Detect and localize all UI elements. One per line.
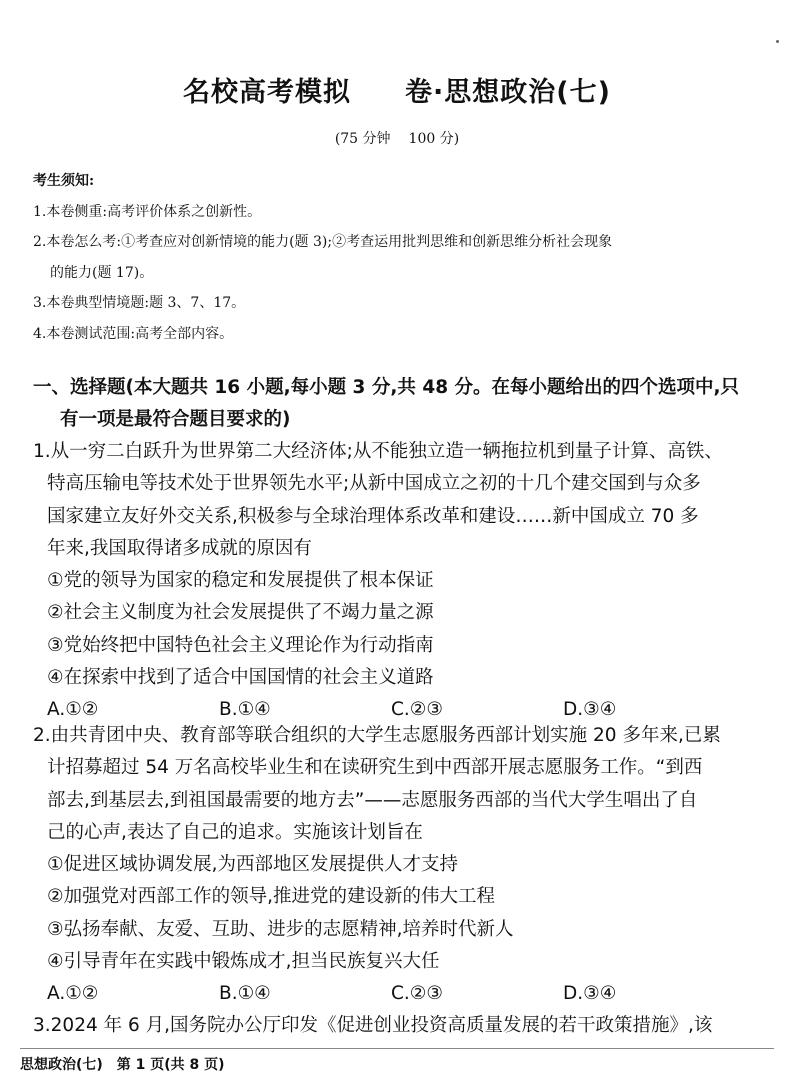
section-heading: [33, 372, 773, 436]
question-stem-line: 特高压输电等技术处于世界领先水平;从新中国成立之初的十几个建交国到与众多: [47, 473, 701, 495]
notice-item: 4.本卷测试范围:高考全部内容。: [33, 325, 234, 342]
exam-subtitle: [0, 128, 794, 148]
notice-item: 1.本卷侧重:高考评价体系之创新性。: [33, 203, 262, 220]
statement-option: ②社会主义制度为社会发展提供了不竭力量之源: [47, 602, 434, 624]
time-limit: (75 分钟: [334, 131, 391, 147]
question-stem-line: 计招募超过 54 万名高校毕业生和在读研究生到中西部开展志愿服务工作。“到西: [47, 757, 703, 779]
title-left: 名校高考模拟: [183, 77, 352, 108]
scan-speck: [776, 40, 779, 43]
exam-title: [0, 70, 794, 109]
answer-choices: [33, 978, 768, 1010]
section-line: 一、选择题(本大题共 16 小题,每小题 3 分,共 48 分。在每小题给出的四个选项中,只: [33, 377, 740, 398]
question-2: [33, 720, 768, 1011]
statement-option: ④在探索中找到了适合中国国情的社会主义道路: [47, 667, 434, 689]
title-right: 卷·思想政治(七): [405, 77, 611, 108]
notice-item-continued: 的能力(题 17)。: [50, 264, 154, 281]
choice-a: A.①②: [47, 699, 99, 721]
footer-rule: [20, 1048, 774, 1049]
statement-option: ①党的领导为国家的稳定和发展提供了根本保证: [47, 570, 434, 592]
question-1: [33, 436, 768, 727]
statement-option: ③党始终把中国特色社会主义理论作为行动指南: [47, 634, 434, 656]
choice-a: A.①②: [47, 983, 99, 1005]
candidate-notice: [33, 166, 773, 349]
choice-c: C.②③: [391, 983, 443, 1005]
statement-option: ④引导青年在实践中锻炼成才,担当民族复兴大任: [47, 951, 440, 973]
question-stem-line: 国家建立友好外交关系,积极参与全球治理体系改革和建设……新中国成立 70 多: [47, 505, 699, 527]
statement-option: ③弘扬奉献、友爱、互助、进步的志愿精神,培养时代新人: [47, 918, 514, 940]
question-stem-line: 2.由共青团中央、教育部等联合组织的大学生志愿服务西部计划实施 20 多年来,已累: [33, 725, 721, 746]
statement-option: ①促进区域协调发展,为西部地区发展提供人才支持: [47, 854, 458, 876]
page-footer: [20, 1054, 239, 1074]
question-stem-line: 3.2024 年 6 月,国务院办公厅印发《促进创业投资高质量发展的若干政策措施》,该: [33, 1015, 713, 1036]
question-stem-line: 部去,到基层去,到祖国最需要的地方去”——志愿服务西部的当代大学生唱出了自: [47, 789, 698, 811]
question-stem-line: 己的心声,表达了自己的追求。实施该计划旨在: [47, 821, 423, 843]
footer-subject: 思想政治(七): [20, 1057, 103, 1073]
choice-b: B.①④: [219, 983, 271, 1005]
question-stem-line: 1.从一穷二白跃升为世界第二大经济体;从不能独立造一辆拖拉机到量子计算、高铁、: [33, 441, 723, 462]
choice-d: D.③④: [563, 699, 617, 721]
choice-b: B.①④: [219, 699, 271, 721]
notice-item: 2.本卷怎么考:①考查应对创新情境的能力(题 3);②考查运用批判思维和创新思维分析社会现象: [33, 234, 613, 250]
choice-c: C.②③: [391, 699, 443, 721]
section-line: 有一项是最符合题目要求的): [60, 409, 291, 430]
total-score: 100 分): [408, 131, 460, 147]
notice-heading: 考生须知:: [33, 173, 95, 189]
notice-item: 3.本卷典型情境题:题 3、7、17。: [33, 295, 246, 311]
statement-option: ②加强党对西部工作的领导,推进党的建设新的伟大工程: [47, 886, 495, 908]
footer-page-number: 第 1 页(共 8 页): [116, 1057, 225, 1073]
choice-d: D.③④: [563, 983, 617, 1005]
question-3: [33, 1010, 768, 1042]
question-stem-line: 年来,我国取得诸多成就的原因有: [47, 537, 312, 559]
